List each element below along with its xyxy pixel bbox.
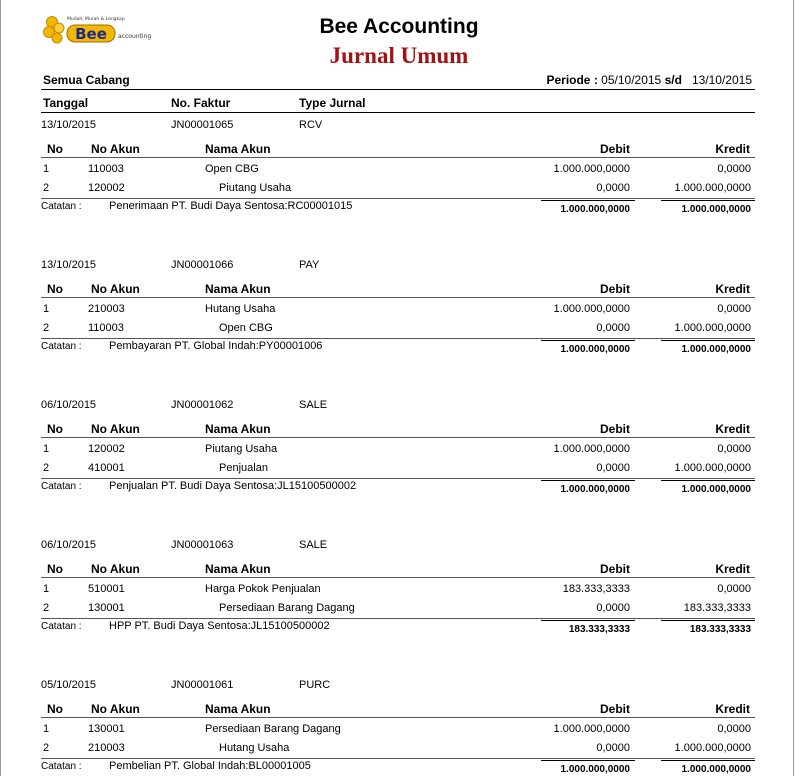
line-no: 1 <box>43 723 50 735</box>
line-debit: 0,0000 <box>596 322 630 334</box>
journal-note: Penjualan PT. Budi Daya Sentosa:JL15100500002 <box>109 480 357 492</box>
svg-text:accounting: accounting <box>118 33 152 40</box>
line-header-divider <box>41 717 755 718</box>
period-range <box>546 73 752 87</box>
line-col-account-name: Nama Akun <box>205 422 271 436</box>
line-col-no: No <box>47 562 63 576</box>
total-debit: 183.333,3333 <box>568 624 630 635</box>
total-credit: 1.000.000,0000 <box>681 344 751 355</box>
columns-divider <box>41 112 755 113</box>
column-invoice: No. Faktur <box>171 96 231 110</box>
line-credit: 1.000.000,0000 <box>674 462 751 474</box>
journal-type: PURC <box>299 679 331 691</box>
line-no: 1 <box>43 163 50 175</box>
line-account-no: 210003 <box>88 303 125 315</box>
journal-type: SALE <box>299 539 328 551</box>
branch-label: Semua Cabang <box>43 73 130 87</box>
note-divider <box>41 758 755 759</box>
journal-invoice: JN00001062 <box>171 399 234 411</box>
line-credit: 1.000.000,0000 <box>674 322 751 334</box>
line-credit: 0,0000 <box>717 583 751 595</box>
line-account-no: 120002 <box>88 182 125 194</box>
line-account-no: 130001 <box>88 602 125 614</box>
note-label: Catatan : <box>41 481 82 492</box>
svg-text:Bee: Bee <box>75 25 107 43</box>
line-col-no: No <box>47 702 63 716</box>
line-debit: 183.333,3333 <box>562 583 630 595</box>
line-col-no: No <box>47 422 63 436</box>
journal-date: 05/10/2015 <box>41 679 97 691</box>
journal-invoice: JN00001066 <box>171 259 234 271</box>
line-no: 1 <box>43 583 50 595</box>
line-no: 2 <box>43 742 50 754</box>
line-no: 1 <box>43 303 50 315</box>
line-col-debit: Debit <box>600 142 630 156</box>
journal-invoice: JN00001063 <box>171 539 234 551</box>
line-account-name: Open CBG <box>219 322 273 334</box>
line-col-account-name: Nama Akun <box>205 702 271 716</box>
total-debit: 1.000.000,0000 <box>560 204 630 215</box>
line-account-name: Hutang Usaha <box>219 742 290 754</box>
journal-date: 06/10/2015 <box>41 539 97 551</box>
line-col-no: No <box>47 142 63 156</box>
journal-invoice: JN00001061 <box>171 679 234 691</box>
line-debit: 0,0000 <box>596 602 630 614</box>
note-divider <box>41 618 755 619</box>
journal-date: 13/10/2015 <box>41 259 97 271</box>
line-col-no: No <box>47 282 63 296</box>
line-col-debit: Debit <box>600 422 630 436</box>
line-account-no: 110003 <box>88 322 124 334</box>
total-credit: 183.333,3333 <box>689 624 751 635</box>
journal-date: 06/10/2015 <box>41 399 97 411</box>
line-debit: 0,0000 <box>596 182 630 194</box>
line-col-account-no: No Akun <box>91 282 140 296</box>
note-divider <box>41 198 755 199</box>
line-no: 2 <box>43 602 50 614</box>
line-credit: 1.000.000,0000 <box>674 182 751 194</box>
period-to: 13/10/2015 <box>691 73 752 87</box>
line-col-account-name: Nama Akun <box>205 282 271 296</box>
note-divider <box>41 338 755 339</box>
total-credit: 1.000.000,0000 <box>681 484 751 495</box>
total-credit: 1.000.000,0000 <box>681 764 751 775</box>
line-credit: 0,0000 <box>717 443 751 455</box>
line-col-debit: Debit <box>600 702 630 716</box>
journal-note: HPP PT. Budi Daya Sentosa:JL15100500002 <box>109 620 330 632</box>
line-account-no: 510001 <box>88 583 125 595</box>
total-debit: 1.000.000,0000 <box>560 344 630 355</box>
period-from: 05/10/2015 <box>601 73 662 87</box>
period-label: Periode : <box>546 73 598 87</box>
line-account-no: 130001 <box>88 723 125 735</box>
total-credit: 1.000.000,0000 <box>681 204 751 215</box>
line-debit: 1.000.000,0000 <box>553 303 630 315</box>
total-credit-rule <box>661 760 755 761</box>
line-account-no: 120002 <box>88 443 125 455</box>
line-header-divider <box>41 577 755 578</box>
line-header-divider <box>41 297 755 298</box>
line-header-divider <box>41 437 755 438</box>
total-debit: 1.000.000,0000 <box>560 764 630 775</box>
journal-type: PAY <box>299 259 320 271</box>
line-no: 1 <box>43 443 50 455</box>
journal-type: SALE <box>299 399 328 411</box>
line-credit: 183.333,3333 <box>683 602 751 614</box>
total-debit: 1.000.000,0000 <box>560 484 630 495</box>
total-debit-rule <box>541 340 635 341</box>
note-label: Catatan : <box>41 761 82 772</box>
line-account-name: Piutang Usaha <box>219 182 292 194</box>
line-account-name: Harga Pokok Penjualan <box>205 583 321 595</box>
line-col-account-no: No Akun <box>91 142 140 156</box>
line-account-name: Piutang Usaha <box>205 443 278 455</box>
line-account-no: 110003 <box>88 163 124 175</box>
line-col-credit: Kredit <box>715 142 750 156</box>
note-label: Catatan : <box>41 341 82 352</box>
total-debit-rule <box>541 200 635 201</box>
line-col-account-no: No Akun <box>91 702 140 716</box>
line-debit: 1.000.000,0000 <box>553 443 630 455</box>
line-col-debit: Debit <box>600 282 630 296</box>
total-debit-rule <box>541 760 635 761</box>
line-account-name: Penjualan <box>219 462 268 474</box>
journal-note: Pembayaran PT. Global Indah:PY00001006 <box>109 340 323 352</box>
report-title: Bee Accounting <box>319 15 479 38</box>
note-divider <box>41 478 755 479</box>
line-no: 2 <box>43 322 50 334</box>
line-col-credit: Kredit <box>715 702 750 716</box>
line-col-credit: Kredit <box>715 422 750 436</box>
line-credit: 0,0000 <box>717 303 751 315</box>
line-col-debit: Debit <box>600 562 630 576</box>
line-account-no: 210003 <box>88 742 125 754</box>
line-col-credit: Kredit <box>715 562 750 576</box>
column-type: Type Jurnal <box>299 96 366 110</box>
journal-date: 13/10/2015 <box>41 119 97 131</box>
svg-text:Mudah, Murah & Lengkap: Mudah, Murah & Lengkap <box>67 17 125 22</box>
journal-note: Pembelian PT. Global Indah:BL00001005 <box>109 760 311 772</box>
line-col-account-no: No Akun <box>91 422 140 436</box>
header-divider <box>41 89 755 90</box>
period-separator: s/d <box>664 73 682 87</box>
line-account-name: Persediaan Barang Dagang <box>205 723 341 735</box>
line-debit: 1.000.000,0000 <box>553 723 630 735</box>
line-account-name: Hutang Usaha <box>205 303 276 315</box>
line-account-no: 410001 <box>88 462 125 474</box>
line-header-divider <box>41 157 755 158</box>
total-credit-rule <box>661 620 755 621</box>
line-credit: 0,0000 <box>717 163 751 175</box>
journal-invoice: JN00001065 <box>171 119 234 131</box>
line-col-account-name: Nama Akun <box>205 142 271 156</box>
line-debit: 0,0000 <box>596 462 630 474</box>
journal-note: Penerimaan PT. Budi Daya Sentosa:RC00001015 <box>109 200 353 212</box>
total-debit-rule <box>541 480 635 481</box>
line-no: 2 <box>43 462 50 474</box>
column-date: Tanggal <box>43 96 89 110</box>
line-credit: 1.000.000,0000 <box>674 742 751 754</box>
total-credit-rule <box>661 200 755 201</box>
line-col-account-name: Nama Akun <box>205 562 271 576</box>
line-credit: 0,0000 <box>717 723 751 735</box>
note-label: Catatan : <box>41 201 82 212</box>
total-debit-rule <box>541 620 635 621</box>
line-no: 2 <box>43 182 50 194</box>
line-debit: 0,0000 <box>596 742 630 754</box>
line-col-credit: Kredit <box>715 282 750 296</box>
total-credit-rule <box>661 480 755 481</box>
line-account-name: Open CBG <box>205 163 259 175</box>
line-account-name: Persediaan Barang Dagang <box>219 602 355 614</box>
line-col-account-no: No Akun <box>91 562 140 576</box>
note-label: Catatan : <box>41 621 82 632</box>
line-debit: 1.000.000,0000 <box>553 163 630 175</box>
report-subtitle: Jurnal Umum <box>329 43 469 68</box>
journal-type: RCV <box>299 119 323 131</box>
total-credit-rule <box>661 340 755 341</box>
